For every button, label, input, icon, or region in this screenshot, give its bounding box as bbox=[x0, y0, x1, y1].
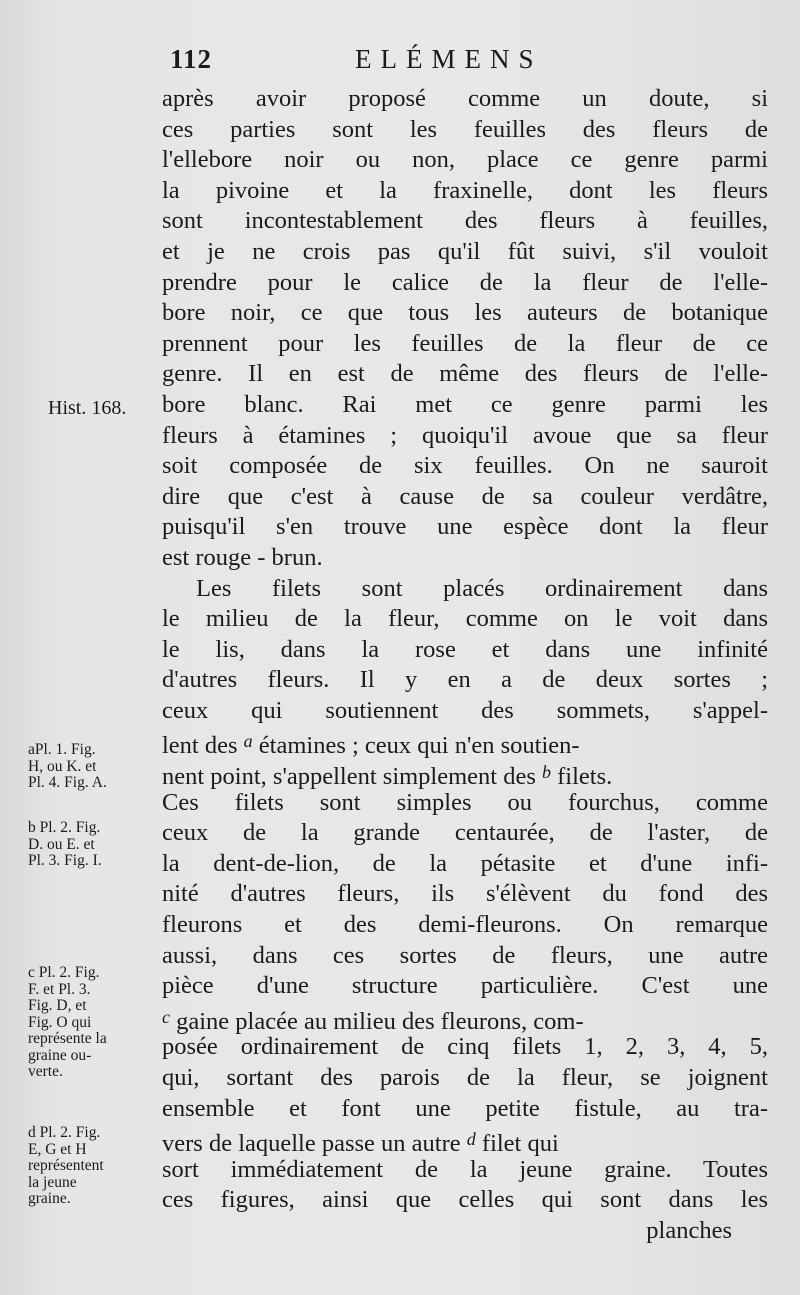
footnote-marker-d: d bbox=[466, 1129, 476, 1150]
text-line: prennent pour les feuilles de la fleur de ce bbox=[162, 329, 768, 357]
text-fragment: étamines ; ceux qui n'en soutien- bbox=[258, 732, 580, 760]
paragraph-start-line: Les filets sont placés ordinairement dans bbox=[196, 574, 768, 602]
text-line: sont incontestablement des fleurs à feuilles, bbox=[162, 207, 768, 235]
text-line: bore blanc. Rai met ce genre parmi les bbox=[162, 390, 768, 418]
text-line: bore noir, ce que tous les auteurs de botanique bbox=[162, 299, 768, 327]
body-text bbox=[162, 84, 768, 1247]
text-line: posée ordinairement de cinq filets 1, 2, 3, 4, 5, bbox=[162, 1033, 768, 1061]
margin-note-line: d Pl. 2. Fig. bbox=[28, 1124, 101, 1141]
margin-note-line: F. et Pl. 3. bbox=[28, 980, 91, 998]
text-line: le milieu de la fleur, comme on le voit dans bbox=[162, 605, 768, 633]
text-fragment: filet qui bbox=[481, 1130, 559, 1158]
text-line: la dent-de-lion, de la pétasite et d'une infi- bbox=[162, 849, 768, 877]
text-line: prendre pour le calice de la fleur de l'elle- bbox=[162, 268, 768, 296]
margin-note-line: H, ou K. et bbox=[28, 757, 97, 775]
text-line bbox=[162, 726, 768, 760]
margin-note-a bbox=[28, 742, 153, 792]
margin-note-line: Pl. 4. Fig. A. bbox=[28, 774, 107, 791]
text-line: la pivoine et la fraxinelle, dont les fleurs bbox=[162, 176, 768, 204]
margin-note-line: c Pl. 2. Fig. bbox=[28, 964, 100, 981]
text-line: l'ellebore noir ou non, place ce genre parmi bbox=[162, 146, 768, 174]
text-line: ces figures, ainsi que celles qui sont dans les bbox=[162, 1186, 768, 1214]
margin-note-line: verte. bbox=[28, 1063, 63, 1080]
text-line: sort immédiatement de la jeune graine. Toutes bbox=[162, 1155, 768, 1183]
text-line: et je ne crois pas qu'il fût suivi, s'il vouloit bbox=[162, 237, 768, 265]
text-line: ceux de la grande centaurée, de l'aster, de bbox=[162, 819, 768, 847]
text-line: genre. Il en est de même des fleurs de l'elle- bbox=[162, 360, 768, 388]
text-line: fleurs à étamines ; quoiqu'il avoue que sa fleur bbox=[162, 421, 768, 449]
margin-note-line: Fig. O qui bbox=[28, 1013, 92, 1031]
running-head: ELÉMENS bbox=[355, 44, 543, 74]
text-line: fleurons et des demi-fleurons. On remarque bbox=[162, 911, 768, 939]
text-line: Ces filets sont simples ou fourchus, comme bbox=[162, 788, 768, 816]
text-line: est rouge - brun. bbox=[162, 543, 323, 571]
text-line: le lis, dans la rose et dans une infinité bbox=[162, 635, 768, 663]
text-fragment: gaine placée au milieu des fleurons, com- bbox=[176, 1007, 584, 1035]
margin-note-b bbox=[28, 820, 153, 870]
text-line bbox=[162, 1124, 768, 1158]
margin-note-line: représente la bbox=[28, 1030, 107, 1047]
text-line: après avoir proposé comme un doute, si bbox=[162, 85, 768, 112]
page-header bbox=[160, 44, 760, 80]
margin-note-line: graine ou- bbox=[28, 1046, 92, 1064]
text-line: d'autres fleurs. Il y en a de deux sortes ; bbox=[162, 666, 768, 694]
catchword: planches bbox=[646, 1216, 732, 1244]
margin-note-line: Pl. 3. Fig. I. bbox=[28, 852, 102, 869]
text-line: pièce d'une structure particulière. C'est une bbox=[162, 972, 768, 1000]
text-line: ces parties sont les feuilles des fleurs de bbox=[162, 115, 768, 143]
margin-note-line: E, G et H bbox=[28, 1140, 87, 1158]
text-line: ensemble et font une petite fistule, au tra- bbox=[162, 1094, 768, 1122]
text-fragment: nent point, s'appellent simplement des bbox=[162, 763, 536, 791]
footnote-marker-c: c bbox=[162, 1006, 170, 1027]
margin-note-d bbox=[28, 1125, 153, 1208]
margin-note-line: représentent bbox=[28, 1157, 104, 1174]
margin-note-line: graine. bbox=[28, 1190, 71, 1207]
text-line: qui, sortant des parois de la fleur, se joignent bbox=[162, 1064, 768, 1091]
text-line bbox=[162, 757, 768, 791]
text-line: soit composée de six feuilles. On ne sauroit bbox=[162, 452, 768, 480]
margin-note-hist: Hist. 168. bbox=[48, 397, 127, 419]
text-line: aussi, dans ces sortes de fleurs, une autre bbox=[162, 941, 768, 969]
text-line: ceux qui soutiennent des sommets, s'appel- bbox=[162, 696, 768, 724]
margin-note-line: b Pl. 2. Fig. bbox=[28, 819, 101, 836]
margin-note-c bbox=[28, 965, 153, 1081]
footnote-marker-b: b bbox=[542, 762, 552, 783]
margin-note-line: D. ou E. et bbox=[28, 835, 95, 853]
text-fragment: filets. bbox=[557, 763, 613, 791]
margin-note-line: aPl. 1. Fig. bbox=[28, 741, 96, 758]
text-line: nité d'autres fleurs, ils s'élèvent du fond des bbox=[162, 880, 768, 908]
margin-note-line: la jeune bbox=[28, 1173, 77, 1191]
text-line: dire que c'est à cause de sa couleur verdâtre, bbox=[162, 482, 768, 510]
text-line bbox=[162, 1002, 768, 1033]
margin-note-line: Fig. D, et bbox=[28, 997, 87, 1014]
text-fragment: lent des bbox=[162, 732, 238, 760]
text-line: puisqu'il s'en trouve une espèce dont la fleur bbox=[162, 513, 768, 541]
footnote-marker-a: a bbox=[243, 731, 253, 752]
page-number: 112 bbox=[170, 44, 213, 74]
text-fragment: vers de laquelle passe un autre bbox=[162, 1130, 461, 1158]
